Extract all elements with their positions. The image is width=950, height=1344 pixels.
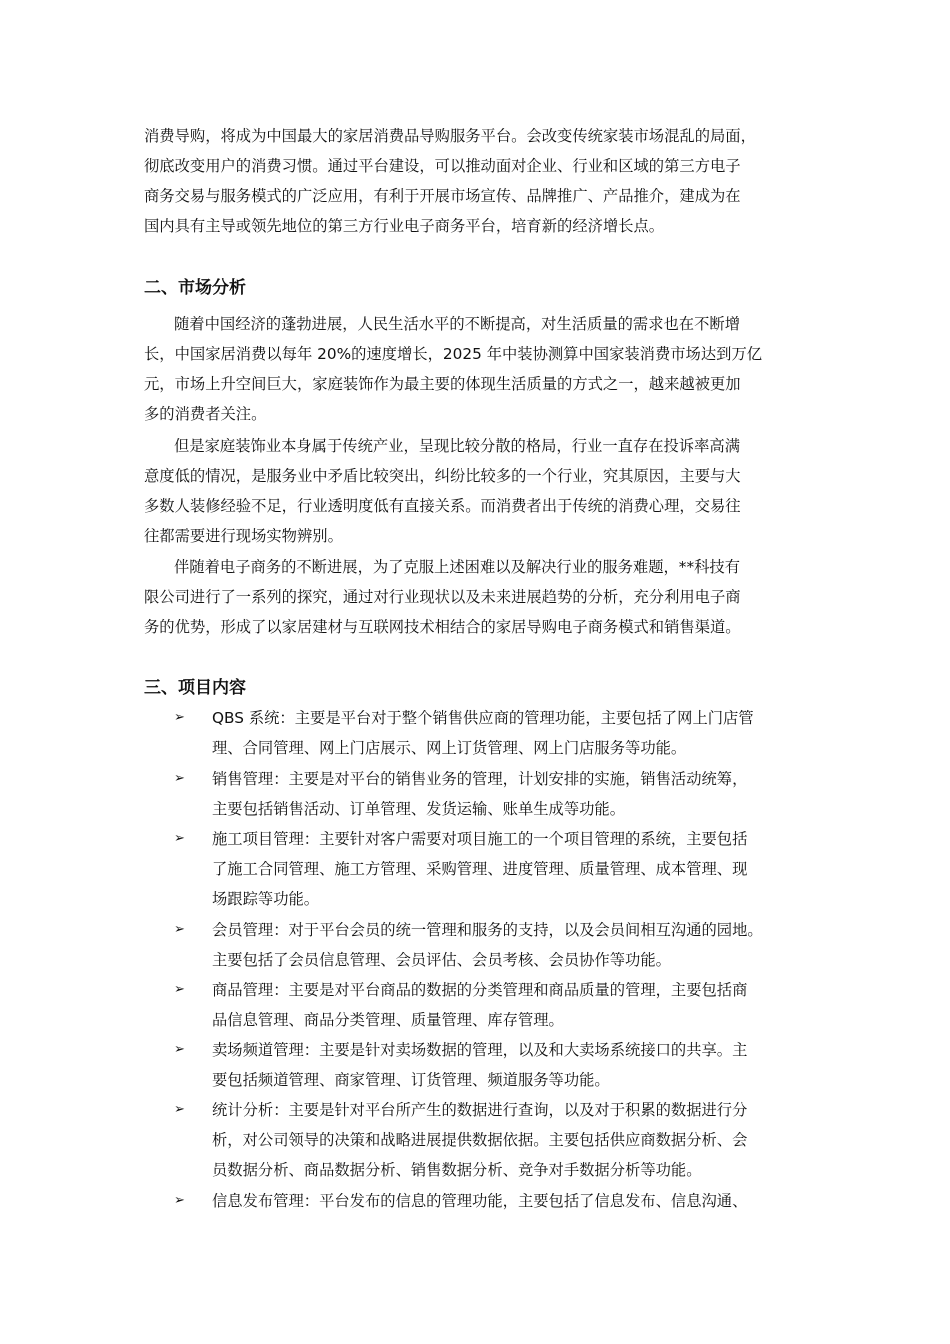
arrow-bullet-icon: ➢	[174, 1193, 185, 1208]
text-line: 多的消费者关注。	[144, 405, 267, 423]
text-line: 析，对公司领导的决策和战略进展提供数据依据。主要包括供应商数据分析、会	[212, 1131, 748, 1149]
market-paragraph-2	[144, 431, 808, 551]
text-line: 场跟踪等功能。	[212, 890, 320, 908]
text-line: 限公司进行了一系列的探究，通过对行业现状以及未来进展趋势的分析，充分利用电子商	[144, 588, 741, 606]
arrow-bullet-icon: ➢	[174, 831, 185, 846]
arrow-bullet-icon: ➢	[174, 982, 185, 997]
text-line: 国内具有主导或领先地位的第三方行业电子商务平台，培育新的经济增长点。	[144, 217, 665, 235]
arrow-bullet-icon: ➢	[174, 710, 185, 725]
text-line: 销售管理：主要是对平台的销售业务的管理，计划安排的实施，销售活动统筹，	[212, 770, 748, 788]
text-line: 卖场频道管理：主要是针对卖场数据的管理，以及和大卖场系统接口的共享。主	[212, 1041, 748, 1059]
text-line: 主要包括销售活动、订单管理、发货运输、账单生成等功能。	[212, 800, 626, 818]
text-line: 随着中国经济的蓬勃进展，人民生活水平的不断提高，对生活质量的需求也在不断增	[174, 315, 740, 333]
market-paragraph-1	[144, 309, 808, 429]
text-line: 彻底改变用户的消费习惯。通过平台建设，可以推动面对企业、行业和区域的第三方电子	[144, 157, 741, 175]
text-line: 施工项目管理：主要针对客户需要对项目施工的一个项目管理的系统，主要包括	[212, 830, 748, 848]
text-line: 会员管理：对于平台会员的统一管理和服务的支持，以及会员间相互沟通的园地。	[212, 921, 763, 939]
text-line: 元，市场上升空间巨大，家庭装饰作为最主要的体现生活质量的方式之一，越来越被更加	[144, 375, 741, 393]
list-item-text	[212, 1186, 747, 1216]
text-line: 务的优势，形成了以家居建材与互联网技术相结合的家居导购电子商务模式和销售渠道。	[144, 618, 741, 636]
text-line: 了施工合同管理、施工方管理、采购管理、进度管理、质量管理、成本管理、现	[212, 860, 748, 878]
text-line: 消费导购，将成为中国最大的家居消费品导购服务平台。会改变传统家装市场混乱的局面，	[144, 127, 756, 145]
text-line: QBS 系统：主要是平台对于整个销售供应商的管理功能，主要包括了网上门店管	[212, 709, 754, 727]
intro-paragraph	[144, 121, 808, 241]
text-line: 商务交易与服务模式的广泛应用，有利于开展市场宣传、品牌推广、产品推介，建成为在	[144, 187, 741, 205]
text-line: 主要包括了会员信息管理、会员评估、会员考核、会员协作等功能。	[212, 951, 671, 969]
text-line: 理、合同管理、网上门店展示、网上订货管理、网上门店服务等功能。	[212, 739, 687, 757]
arrow-bullet-icon: ➢	[174, 1042, 185, 1057]
list-item-text	[212, 764, 747, 824]
section-heading-project-content: 三、项目内容	[144, 678, 246, 698]
text-line: 但是家庭装饰业本身属于传统产业，呈现比较分散的格局，行业一直存在投诉率高满	[174, 437, 740, 455]
list-item-text	[212, 915, 763, 975]
text-line: 多数人装修经验不足，行业透明度低有直接关系。而消费者出于传统的消费心理，交易往	[144, 497, 741, 515]
text-line: 员数据分析、商品数据分析、销售数据分析、竞争对手数据分析等功能。	[212, 1161, 702, 1179]
arrow-bullet-icon: ➢	[174, 1102, 185, 1117]
text-line: 意度低的情况，是服务业中矛盾比较突出，纠纷比较多的一个行业，究其原因，主要与大	[144, 467, 741, 485]
list-item-text	[212, 1035, 747, 1095]
arrow-bullet-icon: ➢	[174, 771, 185, 786]
list-item-text	[212, 1095, 747, 1185]
text-line: 商品管理：主要是对平台商品的数据的分类管理和商品质量的管理，主要包括商	[212, 981, 748, 999]
list-item-text	[212, 975, 747, 1035]
text-line: 伴随着电子商务的不断进展，为了克服上述困难以及解决行业的服务难题，**科技有	[174, 558, 740, 576]
arrow-bullet-icon: ➢	[174, 922, 185, 937]
text-line: 长，中国家居消费以每年 20%的速度增长，2025 年中装协测算中国家装消费市场达到万亿	[144, 345, 763, 363]
text-line: 统计分析：主要是针对平台所产生的数据进行查询，以及对于积累的数据进行分	[212, 1101, 748, 1119]
list-item-text	[212, 703, 754, 763]
text-line: 往都需要进行现场实物辨别。	[144, 527, 343, 545]
text-line: 信息发布管理：平台发布的信息的管理功能，主要包括了信息发布、信息沟通、	[212, 1192, 748, 1210]
text-line: 要包括频道管理、商家管理、订货管理、频道服务等功能。	[212, 1071, 610, 1089]
text-line: 品信息管理、商品分类管理、质量管理、库存管理。	[212, 1011, 564, 1029]
market-paragraph-3	[144, 552, 808, 642]
section-heading-market-analysis: 二、市场分析	[144, 278, 246, 298]
list-item-text	[212, 824, 747, 914]
